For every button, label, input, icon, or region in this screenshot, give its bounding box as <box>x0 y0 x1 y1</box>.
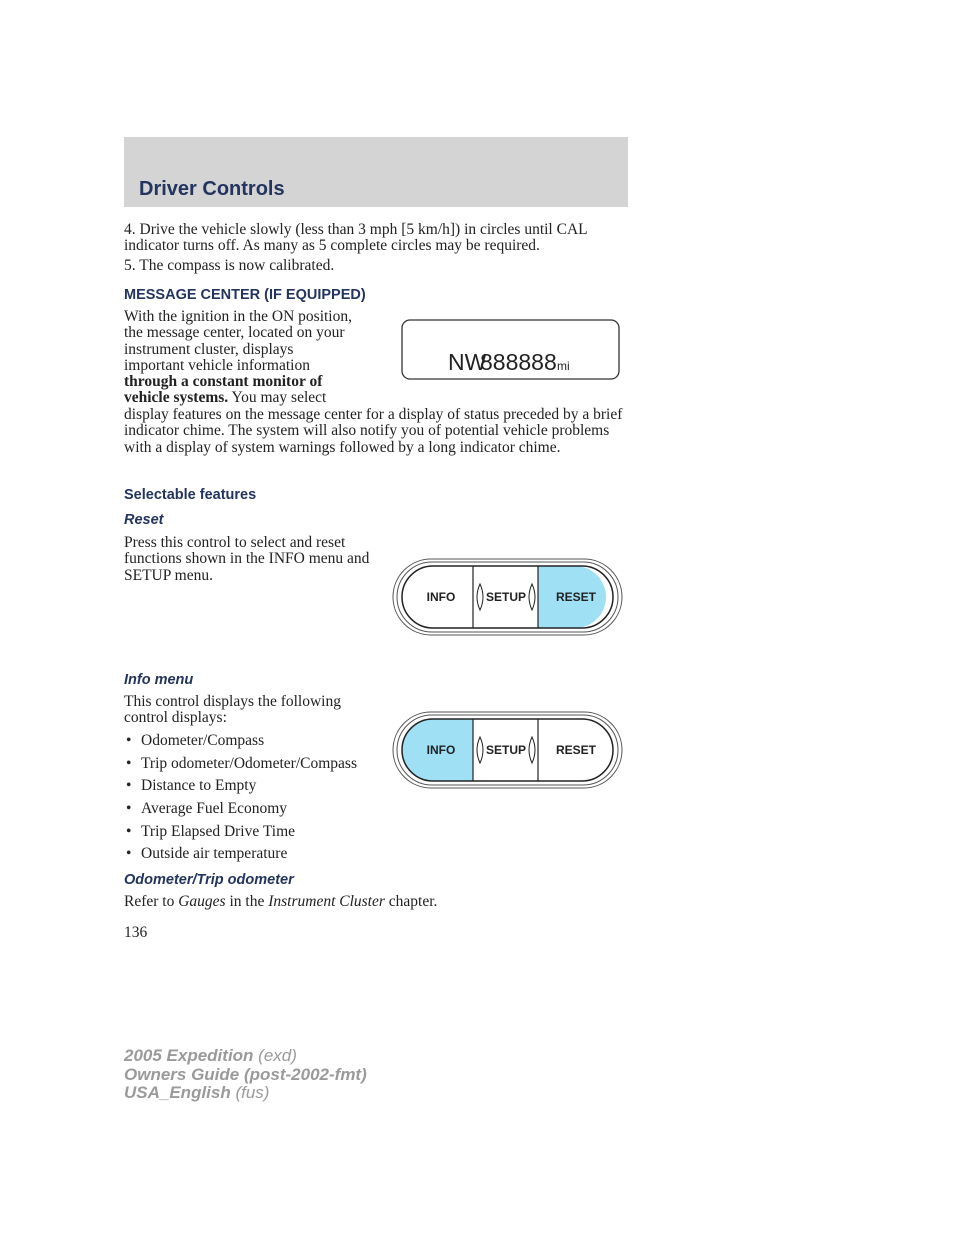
footer-model: 2005 Expedition <box>124 1046 254 1065</box>
intro-line: the message center, located on your <box>124 324 345 342</box>
intro-line <box>124 390 394 406</box>
intro-line: important vehicle information <box>124 356 310 374</box>
list-item: • Trip odometer/Odometer/Compass <box>124 756 394 779</box>
list-item: • Odometer/Compass <box>124 733 394 756</box>
intro-inline: You may select <box>228 389 327 407</box>
page-number: 136 <box>124 924 148 941</box>
footer-language: USA_English <box>124 1083 231 1102</box>
odometer-heading: Odometer/Trip odometer <box>124 872 294 888</box>
reset-button[interactable]: RESET <box>555 743 597 757</box>
odometer-text-prefix: Refer to <box>124 893 179 910</box>
list-item: • Distance to Empty <box>124 778 394 801</box>
instrument-cluster-reference: Instrument Cluster <box>268 893 385 910</box>
footer-language-code: (fus) <box>230 1083 270 1102</box>
list-item: • Average Fuel Economy <box>124 801 394 824</box>
intro-line: With the ignition in the ON position, <box>124 308 352 325</box>
list-item: • Outside air temperature <box>124 846 394 869</box>
odometer-text-suffix: chapter. <box>384 893 438 910</box>
reset-heading: Reset <box>124 512 164 528</box>
odometer-text-mid: in the <box>225 893 269 910</box>
display-unit: mi <box>557 359 570 373</box>
message-center-display <box>400 318 622 382</box>
info-button[interactable]: INFO <box>426 590 456 604</box>
footer-model-code: (exd) <box>253 1046 297 1065</box>
list-item: • Trip Elapsed Drive Time <box>124 824 394 847</box>
control-panel-info <box>392 711 624 789</box>
step-4-text: 4. Drive the vehicle slowly (less than 3 mph [5 km/h]) in circles until CAL indicator turns off. As many as 5 complete circles may be required. <box>124 221 588 255</box>
odometer-text <box>124 894 628 910</box>
step-5-text: 5. The compass is now calibrated. <box>124 257 335 274</box>
selectable-features-heading: Selectable features <box>124 487 257 503</box>
message-center-heading: MESSAGE CENTER (IF EQUIPPED) <box>124 287 366 303</box>
reset-text: Press this control to select and reset functions shown in the INFO menu and SETUP menu. <box>124 534 370 584</box>
intro-bold-inline: vehicle systems. <box>124 389 229 407</box>
message-center-intro <box>124 309 394 407</box>
document-footer <box>124 1047 367 1103</box>
gauges-reference: Gauges <box>178 893 226 910</box>
setup-button[interactable]: SETUP <box>485 590 527 604</box>
display-digits: 888888 <box>480 349 557 375</box>
control-panel-reset <box>392 558 624 636</box>
section-header <box>124 137 628 207</box>
reset-button[interactable]: RESET <box>555 590 597 604</box>
intro-bold-line: through a constant monitor of <box>124 373 323 391</box>
section-title: Driver Controls <box>139 178 285 200</box>
info-menu-list <box>124 733 394 869</box>
footer-guide: Owners Guide (post-2002-fmt) <box>124 1064 367 1084</box>
info-menu-text: This control displays the following control displays: <box>124 693 341 727</box>
intro-line: instrument cluster, displays <box>124 340 294 358</box>
info-button[interactable]: INFO <box>426 743 456 757</box>
info-menu-heading: Info menu <box>124 672 194 688</box>
message-center-continuation: display features on the message center for a display of status preceded by a brief indicator chime. The system will also notify you of potential vehicle problems with a display of system warnings followed by a long indicator chime. <box>124 406 623 456</box>
setup-button[interactable]: SETUP <box>485 743 527 757</box>
display-heading: NW <box>448 349 487 375</box>
